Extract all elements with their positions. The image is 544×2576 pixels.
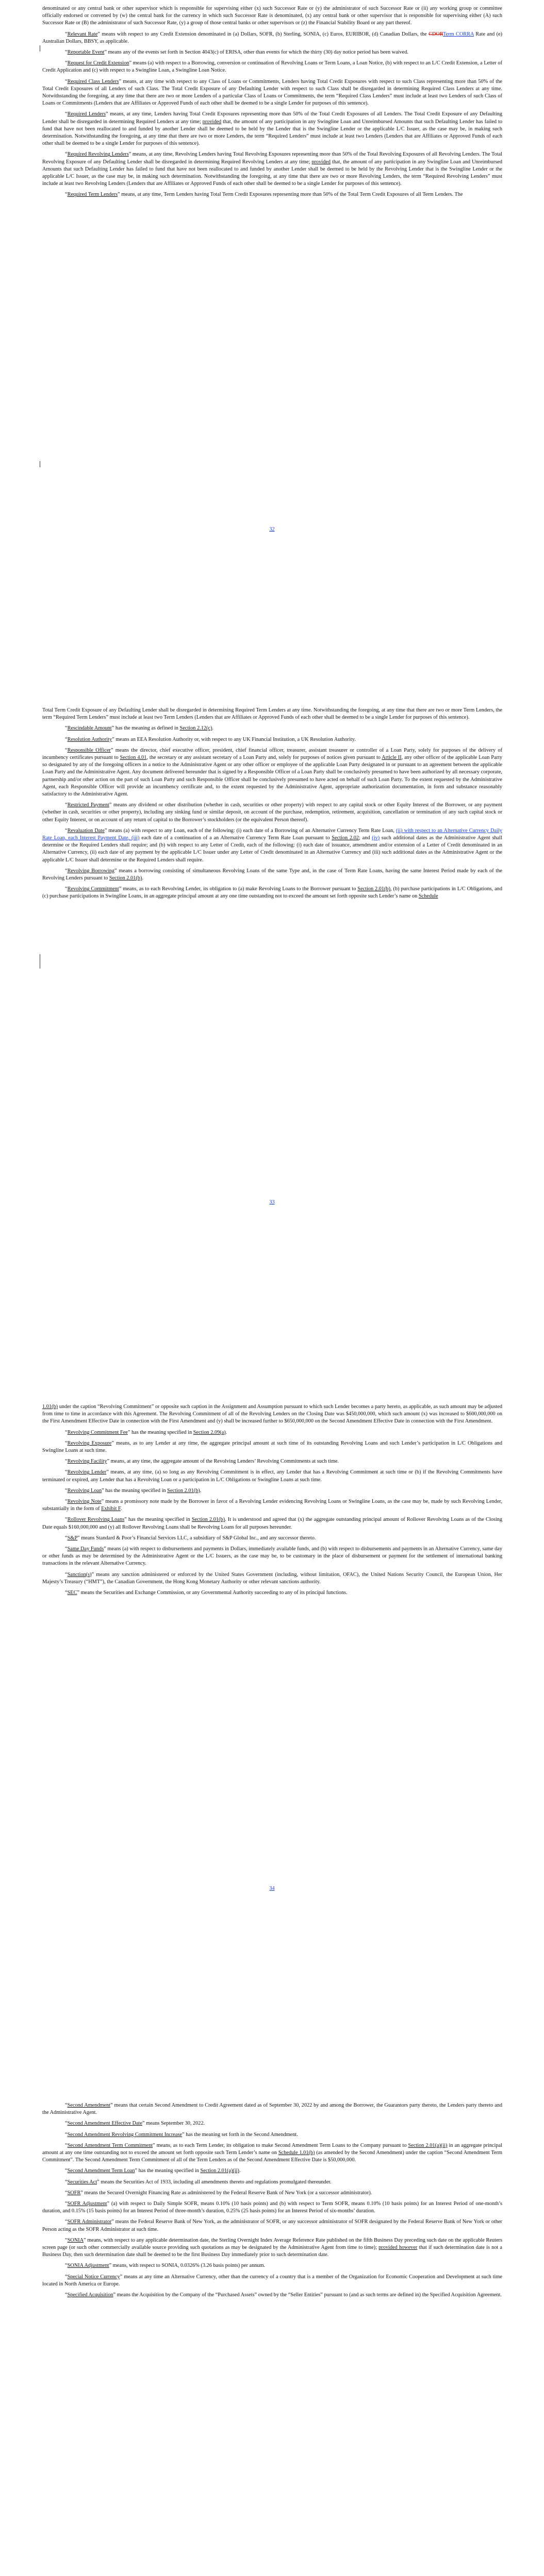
defined-term: Required Lenders [67, 111, 106, 117]
defined-term: S&P [67, 1535, 78, 1541]
paragraph: denominated or any central bank or other supervisor which is responsible for supervising either (x) such Successor Rate or (y) the administrator of such Successor Rate or (ii) any working group or committee officially endorsed or convened by (w) the central bank for the currency in which such Successor Rate is denominated, (x) any central bank or other supervisor that is responsible for supervising either (A) such Successor Rate or (B) the administrator of such Successor Rate, (y) a group of those central banks or other supervisors or (z) the Financial Stability Board or any part thereof. [42, 6, 502, 26]
definition-sofr-adjustment: “SOFR Adjustment” (a) with respect to Daily Simple SOFR, means 0.10% (10 basis points) and (b) with respect to Term SOFR, means 0.10% (10 basis points) for an Interest Period of one-month’s duration, and 0.15% (15 basis points) for an Interest Period of three-month’s duration, 0.25% (25 basis points) for an Interest Period of six-months’ duration. [42, 2201, 502, 2214]
definition-relevant-rate: “Relevant Rate” means with respect to any Credit Extension denominated in (a) Dollars, SOFR, (b) Sterling, SONIA, (c) Euros, EURIBOR, (d) Canadian Dollars, the CDORTerm CORRA Rate and (e) Australian Dollars, BBSY, as applicable. [42, 31, 503, 44]
definition-text: ” has the meaning set forth in the Second Amendment. [182, 2131, 298, 2138]
definition-text: ” means any sanction administered or enforced by the United States Government (including, without limitation, OFAC), the United Nations Security Council, the European Union, Her Majesty’s Treasury (“HMT”), the Canadian Government, the Hong Kong Monetary Authority or other relevant sanctions authority. [42, 1571, 502, 1585]
definition-text: ” means an EEA Resolution Authority or, with respect to any UK Financial Institution, a UK Resolution Authority. [112, 736, 356, 742]
definition-revaluation-date: “Revaluation Date” means (a) with respect to any Loan, each of the following: (i) each date of a Borrowing of an Alternative Currency Term Rate Loan, (ii) with respect to an Alternative Currency Daily Rate Loan, each Interest Payment Date, (iii) each date of a continuation of a an Alternative Currency Term Rate Loan pursuant to Section 2.02; and (iv) such additional dates as the Administrative Agent shall determine or the Required Lenders shall require; and (b) with respect to any Letter of Credit, each of the following: (i) each date of issuance, amendment and/or extension of a Letter of Credit denominated in an Alternative Currency, (ii) each date of any payment by the applicable L/C Issuer under any Letter of Credit denominated in an Alternative Currency and (iii) such additional dates as the Administrative Agent or the applicable L/C Issuer shall determine or the Required Lenders shall require. [42, 827, 502, 863]
definition-same-day-funds: “Same Day Funds” means (a) with respect to disbursements and payments in Dollars, immediately available funds, and (b) with respect to disbursements and payments in an Alternative Currency, same day or other funds as may be determined by the Administrative Agent or the L/C Issuers, as the case may be, to be customary in the place of disbursement or payment for the settlement of international banking transactions in the relevant Alternative Currency. [42, 1546, 502, 1567]
section-reference: Schedule 1.01(b) [278, 2150, 315, 2156]
defined-term: Revolving Borrowing [67, 868, 114, 874]
definition-revolving-exposure: “Revolving Exposure” means, as to any Lender at any time, the aggregate principal amount at such time of its outstanding Revolving Loans and such Lender’s participation in L/C Obligations and Swingline Loans at such time. [42, 1440, 502, 1454]
definition-text: ” means, at any time, Lenders having Total Credit Exposures representing more than 50% of the Total Credit Exposures of all Lenders. The Total Credit Exposure of any Defaulting Lender shall be disregarded in determining Required Lenders at any time; [42, 111, 502, 125]
definition-text: ” means, as to each Term Lender, its obligation to make Second Amendment Term Loans to the Company pursuant to [153, 2142, 408, 2148]
definition-text: ” means (a) with respect to a Borrowing, conversion or continuation of Revolving Loans or Term Loans, a Loan Notice, (b) with respect to an L/C Credit Extension, a Letter of Credit Application and (c) with respect to a Swingline Loan, a Swingline Loan Notice. [42, 60, 502, 74]
defined-term: Second Amendment Revolving Commitment Increase [67, 2131, 183, 2138]
defined-term: SOFR [67, 2190, 81, 2196]
definition-text: ” means, at any time, (a) so long as any Revolving Commitment is in effect, any Lender that has a Revolving Commitment at such time or (b) if the Revolving Commitments have terminated or expired, any Lender that has a Revolving Loan or a participation in L/C Obligations or Swingline Loans at such time. [42, 1469, 502, 1483]
definition-rollover-revolving-loans: “Rollover Revolving Loans” has the meaning specified in Section 2.01(b). It is understood and agreed that (x) the aggregate outstanding principal amount of Rollover Revolving Loans as of the Closing Date equals $160,000,000 and (y) all Rollover Revolving Loans shall be Revolving Loans for all purposes hereunder. [42, 1517, 503, 1530]
defined-term: Relevant Rate [67, 31, 98, 37]
definition-sonia-adjustment: “SONIA Adjustment” means, with respect to SONIA, 0.0326% (3.26 basis points) per annum. [65, 2263, 266, 2269]
definition-text: ” (a) with respect to Daily Simple SOFR, means 0.10% (10 basis points) and (b) with respect to Term SOFR, means 0.10% (10 basis points) for an Interest Period of one-month’s duration, and 0.15% (15 basis points) for an Interest Period of three-month’s duration, 0.25% (25 basis points) for an Interest Period of six-months’ duration. [42, 2201, 502, 2214]
definition-sofr: “SOFR” means the Secured Overnight Financing Rate as administered by the Federal Reserve Bank of New York (or a successor administrator). [65, 2190, 372, 2196]
definition-special-notice-currency: “Special Notice Currency” means at any time an Alternative Currency, other than the currency of a country that is a member of the Organization for Economic Cooperation and Development at such time located in North America or Europe. [42, 2274, 502, 2287]
page-body [42, 1403, 502, 1600]
defined-term: Revolving Facility [67, 1459, 107, 1465]
page-number[interactable]: 34 [269, 1886, 275, 1891]
definition-revolving-facility: “Revolving Facility” means, at any time, the aggregate amount of the Revolving Lenders’ Revolving Commitments at such time. [65, 1459, 339, 1465]
defined-term: Revolving Lender [67, 1469, 107, 1476]
definition-restricted-payment: “Restricted Payment” means any dividend or other distribution (whether in cash, securities or other property) with respect to any capital stock or other Equity Interest of the Borrower, or any payment (whether in cash, securities or other property), including any sinking fund or similar deposit, on account of the purchase, redemption, retirement, acquisition, cancellation or termination of any such capital stock or other Equity Interest, or on account of any return of capital to the Borrower’s stockholders (or the equivalent Person thereof). [42, 802, 502, 823]
definition-required-class-lenders: “Required Class Lenders” means, at any time with respect to any Class of Loans or Commitments, Lenders having Total Credit Exposures with respect to such Class representing more than 50% of the Total Credit Exposures of all Lenders of such Class. The Total Credit Exposure of any Defaulting Lender with respect to such Class shall be disregarded in determining Required Class Lenders at any time. Notwithstanding the foregoing, at any time that there are two or more Lenders of a particular Class of Loans or Commitments, the term “Required Class Lenders” must include at least two Lenders of such Class of Loans or Commitments (Lenders that are Affiliates or Approved Funds of each other shall be deemed to be a single Lender for purposes of this sentence). [42, 78, 502, 107]
section-reference: Section 2.01(a)(ii) [200, 2168, 239, 2174]
definition-sec: “SEC” means the Securities and Exchange Commission, or any Governmental Authority succeeding to any of its principal functions. [65, 1590, 348, 1596]
defined-term: Required Class Lenders [67, 78, 119, 84]
definition-text: ” means with respect to any Credit Extension denominated in (a) Dollars, SOFR, (b) Sterling, SONIA, (c) Euros, EURIBOR, (d) Canadian Dollars, the [97, 31, 429, 37]
definition-revolving-commitment-fee: “Revolving Commitment Fee” has the meaning specified in Section 2.09(a). [65, 1429, 227, 1435]
page-number[interactable]: 33 [269, 1199, 275, 1205]
definition-text: that, the amount of any participation in any Swingline Loan and Unreimbursed Amounts that such Defaulting Lender has failed to fund that have not been reallocated to and funded by another Lender shall be deemed to be held by the Lender that is the Swingline Lender or the applicable L/C Issuer, as the case may be, in making such determination. Notwithstanding the foregoing, at any time that there are two or more Lenders, the term “Required Lenders” must include at least two Lenders (Lenders that are Affiliates or Approved Funds of each other shall be deemed to be a single Lender for purposes of this sentence). [42, 118, 502, 147]
definition-revolving-lender: “Revolving Lender” means, at any time, (a) so long as any Revolving Commitment is in effect, any Lender that has a Revolving Commitment at such time or (b) if the Revolving Commitments have terminated or expired, any Lender that has a Revolving Loan or a participation in L/C Obligations or Swingline Loans at such time. [42, 1469, 502, 1483]
section-reference: Section 2.02 [332, 835, 359, 841]
defined-term: Second Amendment Term Commitment [67, 2142, 153, 2148]
inserted-text: (iv) [372, 835, 380, 841]
section-reference: Section 2.01(a)(ii) [408, 2142, 448, 2148]
defined-term: Revaluation Date [67, 827, 105, 834]
definition-required-revolving-lenders: “Required Revolving Lenders” means, at any time, Revolving Lenders having Total Revolving Exposures representing more than 50% of the Total Revolving Exposures of all Revolving Lenders. The Total Revolving Exposure of any Defaulting Lender shall be disregarded in determining Required Revolving Lenders at any time; provided that, the amount of any participation in any Swingline Loan and Unreimbursed Amounts that such Defaulting Lender has failed to fund that have not been reallocated to and funded by another Lender shall be deemed to be held by the Revolving Lender that is the Swingline Lender or the applicable L/C Issuer, as the case may be, in making such determination. Notwithstanding the foregoing, at any time that there are two or more Revolving Lenders, the term “Required Revolving Lenders” must include at least two Revolving Lenders (Lenders that are Affiliates or Approved Funds of each other shall be deemed to be a single Lender for purposes of this sentence). [42, 151, 502, 187]
definition-text: under the caption “Revolving Commitment” or opposite such caption in the Assignment and Assumption pursuant to which such Lender becomes a party hereto, as applicable, as such amount may be adjusted from time to time in accordance with this Agreement. The Revolving Commitment of all of the Revolving Lenders on the Closing Date was $450,000,000, which such amount (x) was increased to $600,000,000 on the First Amendment Effective Date in connection with the First Amendment and (y) shall be increased further to $650,000,000 on the Second Amendment Effective Date in connection with the First Amendment. [42, 1404, 502, 1425]
definition-text: ; and [359, 835, 372, 841]
definition-specified-acquisition: “Specified Acquisition” means the Acquisition by the Company of the “Purchased Assets” owned by the “Seller Entities” pursuant to (and as such terms are defined in) the Specified Acquisition Agreement. [65, 2292, 502, 2298]
section-reference: Section 2.01(b) [191, 1517, 225, 1523]
section-reference: Section 2.12(c) [179, 725, 212, 732]
definition-text: ” means the director, chief executive officer, president, chief financial officer, treasurer, assistant treasurer or controller of a Loan Party, solely for purposes of the delivery of incumbency certificates pursuant to [42, 747, 502, 761]
definition-text: ” has the meaning specified in [102, 1487, 168, 1494]
section-reference: Exhibit F [101, 1506, 121, 1512]
section-reference: 1.01(b) [42, 1404, 58, 1410]
definition-text: ” means a promissory note made by the Borrower in favor of a Revolving Lender evidencing Revolving Loans or Swingline Loans, as the case may be, made by such Revolving Lender, substantially in the form of [42, 1499, 502, 1512]
defined-term: Rollover Revolving Loans [67, 1517, 125, 1523]
definition-text: each date of a continuation of a an Alternative Currency Term Rate Loan pursuant to [139, 835, 332, 841]
defined-term: SEC [67, 1590, 77, 1596]
definition-text: ” means the Secured Overnight Financing Rate as administered by the Federal Reserve Bank of New York (or a successor administrator). [80, 2190, 372, 2196]
definition-second-amendment-effective-date: “Second Amendment Effective Date” means September 30, 2022. [65, 2121, 205, 2127]
deleted-text: CDOR [428, 31, 443, 37]
definition-text: ” means that certain Second Amendment to Credit Agreement dated as of September 30, 2022 by and among the Borrower, the Guarantors party thereto, the Lenders party thereto and the Administrative Agent. [42, 2103, 502, 2116]
defined-term: Restricted Payment [67, 802, 109, 808]
punctuation: . [200, 1487, 202, 1494]
definition-text: ” means at any time an Alternative Currency, other than the currency of a country that is a member of the Organization for Economic Cooperation and Development at such time located in North America or Europe. [42, 2274, 502, 2287]
definition-revolving-borrowing: “Revolving Borrowing” means a borrowing consisting of simultaneous Revolving Loans of the same Type and, in the case of Term Rate Loans, having the same Interest Period made by each of the Revolving Lenders pursuant to Section 2.01(b). [42, 868, 503, 882]
definition-text: such additional dates as the Administrative Agent shall determine or the Required Lenders shall require; and (b) with respect to any Letter of Credit, each of the following: (i) each date of issuance, amendment and/or extension of a Letter of Credit denominated in an Alternative Currency, (ii) each date of any payment by the applicable L/C Issuer under any Letter of Credit denominated in an Alternative Currency and (iii) such additional dates as the Administrative Agent or the applicable L/C Issuer shall determine or the Required Lenders shall require. [42, 835, 502, 863]
section-reference: Article II [382, 755, 402, 761]
definition-text: ” means the Securities and Exchange Commission, or any Governmental Authority succeeding to any of its principal functions. [77, 1590, 348, 1596]
definition-text: Rate and (e) Australian Dollars, BBSY, as applicable. [42, 31, 503, 44]
defined-term: Specified Acquisition [67, 2292, 113, 2298]
definition-revolving-commitment: “Revolving Commitment” means, as to each Revolving Lender, its obligation to (a) make Revolving Loans to the Borrower pursuant to Section 2.01(b), (b) purchase participations in L/C Obligations, and (c) purchase participations in Swingline Loans, in an aggregate principal amount at any one time outstanding not to exceed the amount set forth opposite such Lender’s name on Schedule [42, 886, 502, 900]
paragraph [42, 1403, 502, 1426]
definition-text: ” means September 30, 2022. [142, 2121, 205, 2127]
definition-second-amendment-term-loan: “Second Amendment Term Loan” has the meaning specified in Section 2.01(a)(ii). [65, 2168, 241, 2174]
definition-text: ” means, as to any Lender at any time, the aggregate principal amount at such time of its outstanding Revolving Loans and such Lender’s participation in L/C Obligations and Swingline Loans at such time. [42, 1440, 502, 1454]
defined-term: Revolving Commitment Fee [67, 1429, 128, 1435]
defined-term: Sanction(s) [67, 1571, 92, 1578]
page-body [42, 2102, 502, 2302]
definition-text: , any other officer of the applicable Loan Party so designated by any of the foregoing officers in a notice to the Administrative Agent or any other officer or employee of the applicable Loan Party designated in or pursuant to an agreement between the applicable Loan Party and the Administrative Agent. Any document delivered hereunder that is signed by a Responsible Officer of a Loan Party shall be conclusively presumed to have been authorized by all necessary corporate, partnership and/or other action on the part of such Loan Party and such Responsible Officer shall be conclusively presumed to have acted on behalf of such Loan Party. To the extent requested by the Administrative Agent, each Responsible Officer will provide an incumbency certificate and, to the extent requested by the Administrative Agent, appropriate authorization documentation, in form and substance reasonably satisfactory to the Administrative Agent. [42, 755, 503, 798]
definition-text: ” has the meaning specified in [135, 2168, 201, 2174]
proviso: provided [202, 118, 222, 125]
defined-term: Responsible Officer [67, 747, 111, 753]
defined-term: Revolving Note [67, 1499, 102, 1505]
definition-revolving-loan: “Revolving Loan” has the meaning specified in Section 2.01(b). [65, 1487, 202, 1494]
definition-second-amendment: “Second Amendment” means that certain Second Amendment to Credit Agreement dated as of September 30, 2022 by and among the Borrower, the Guarantors party thereto, the Lenders party thereto and the Administrative Agent. [42, 2103, 502, 2116]
definition-text: ” means, with respect to any applicable determination date, the Sterling Overnight Index Average Reference Rate published on the fifth Business Day preceding such date on the applicable Reuters screen page (or such other commercially available source providing such quotations as may be designated by the Administrative Agent from time to time); [42, 2237, 502, 2251]
section-reference: Section 2.01(b) [167, 1487, 200, 1494]
definition-text: ” has the meaning specified in [124, 1517, 192, 1523]
defined-term: SOFR Administrator [67, 2219, 112, 2225]
definition-sofr-administrator: “SOFR Administrator” means the Federal Reserve Bank of New York, as the administrator of SOFR, or any successor administrator of SOFR designated by the Federal Reserve Bank of New York or other Person acting as the SOFR Administrator at such time. [42, 2219, 502, 2232]
definition-text: that, the amount of any participation in any Swingline Loan and Unreimbursed Amounts that such Defaulting Lender has failed to fund that have not been reallocated to and funded by another Lender shall be deemed to be held by the Revolving Lender that is the Swingline Lender or the applicable L/C Issuer, as the case may be, in making such determination. Notwithstanding the foregoing, at any time that there are two or more Revolving Lenders, the term “Required Revolving Lenders” must include at least two Revolving Lenders (Lenders that are Affiliates or Approved Funds of each other shall be deemed to be a single Lender for purposes of this sentence). [42, 159, 502, 187]
defined-term: Revolving Commitment [67, 886, 119, 892]
definition-rescindable-amount: “Rescindable Amount” has the meaning as defined in Section 2.12(c). [65, 725, 213, 732]
definition-resolution-authority: “Resolution Authority” means an EEA Resolution Authority or, with respect to any UK Financial Institution, a UK Resolution Authority. [65, 736, 356, 742]
definition-text: ” means a borrowing consisting of simultaneous Revolving Loans of the same Type and, in the case of Term Rate Loans, having the same Interest Period made by each of the Revolving Lenders pursuant to [42, 868, 503, 882]
defined-term: Second Amendment Term Loan [67, 2168, 135, 2174]
defined-term: Special Notice Currency [67, 2274, 120, 2280]
definition-sanctions: “Sanction(s)” means any sanction administered or enforced by the United States Government (including, without limitation, OFAC), the United Nations Security Council, the European Union, Her Majesty’s Treasury (“HMT”), the Canadian Government, the Hong Kong Monetary Authority or other relevant sanctions authority. [42, 1571, 502, 1585]
definition-text: that if such determination date is not a Business Day, then such determination date shall be deemed to be the first Business Day immediately prior to such determination date. [42, 2245, 502, 2258]
definition-required-term-lenders: “Required Term Lenders” means, at any time, Term Lenders having Total Term Credit Exposures representing more than 50% of the Total Term Credit Exposures of all Term Lenders. The [65, 192, 463, 198]
definition-request-for-credit-extension: “Request for Credit Extension” means (a) with respect to a Borrowing, conversion or continuation of Revolving Loans or Term Loans, a Loan Notice, (b) with respect to an L/C Credit Extension, a Letter of Credit Application and (c) with respect to a Swingline Loan, a Swingline Loan Notice. [42, 60, 502, 74]
defined-term: SONIA Adjustment [67, 2263, 109, 2269]
definition-text: ” means any of the events set forth in Section 4043(c) of ERISA, other than events for which the thirty (30) day notice period has been waived. [104, 49, 408, 56]
definition-text: ” means the Securities Act of 1933, including all amendments thereto and regulations promulgated thereunder. [97, 2179, 332, 2185]
punctuation: . [225, 1429, 227, 1435]
definition-second-amendment-revolving-commitment-increase: “Second Amendment Revolving Commitment Increase” has the meaning set forth in the Second Amendment. [65, 2131, 298, 2138]
definition-text: ” means any dividend or other distribution (whether in cash, securities or other property) with respect to any capital stock or other Equity Interest of the Borrower, or any payment (whether in cash, securities or other property), including any sinking fund or similar deposit, on account of the purchase, redemption, retirement, acquisition, cancellation or termination of any such capital stock or other Equity Interest, or on account of any return of capital to the Borrower’s stockholders (or the equivalent Person thereof). [42, 802, 502, 823]
definition-text: , (b) purchase participations in L/C Obligations, and (c) purchase participations in Swingline Loans, in an aggregate principal amount at any one time outstanding not to exceed the amount set forth opposite such Lender’s name on [42, 886, 502, 900]
defined-term: Rescindable Amount [67, 725, 112, 732]
paragraph: Total Term Credit Exposure of any Defaulting Lender shall be disregarded in determining Required Term Lenders at any time. Notwithstanding the foregoing, at any time that there are two or more Term Lenders, the term “Required Term Lenders” must include at least two Term Lenders (Lenders that are Affiliates or Approved Funds of each other shall be deemed to be a single Lender for purposes of this sentence). [42, 707, 502, 721]
definition-text: ” has the meaning as defined in [111, 725, 180, 732]
punctuation: . [120, 1506, 122, 1512]
section-reference: Section 2.09(a) [193, 1429, 226, 1435]
definition-s-and-p: “S&P” means Standard & Poor’s Financial Services LLC, a subsidiary of S&P Global Inc., and any successor thereto. [65, 1535, 316, 1541]
defined-term: Same Day Funds [67, 1546, 104, 1552]
definition-reportable-event: “Reportable Event” means any of the events set forth in Section 4043(c) of ERISA, other than events for which the thirty (30) day notice period has been waived. [65, 49, 408, 56]
defined-term: Securities Act [67, 2179, 97, 2185]
definition-text: (as amended by the Second Amendment) under the caption “Second Amendment Term Commitment”. The Second Amendment Term Commitment of all of the Term Lenders as of the Second Amendment Effective Date is $50,000,000. [42, 2150, 503, 2163]
defined-term: Second Amendment [67, 2103, 111, 2108]
definition-text: ” means, at any time, Revolving Lenders having Total Revolving Exposures representing more than 50% of the Total Revolving Exposures of all Revolving Lenders. The Total Revolving Exposure of any Defaulting Lender shall be disregarded in determining Required Revolving Lenders at any time; [42, 151, 502, 165]
section-reference: Section 2.01(b) [357, 886, 391, 892]
proviso: provided however [378, 2245, 418, 2251]
page-body [42, 5, 502, 202]
definition-text: , the secretary or any assistant secretary of a Loan Party and, solely for purposes of notices given pursuant to [146, 755, 382, 761]
defined-term: Request for Credit Extension [67, 60, 129, 66]
defined-term: Required Revolving Lenders [67, 151, 129, 158]
definition-required-lenders: “Required Lenders” means, at any time, Lenders having Total Credit Exposures representing more than 50% of the Total Credit Exposures of all Lenders. The Total Credit Exposure of any Defaulting Lender shall be disregarded in determining Required Lenders at any time; provided that, the amount of any participation in any Swingline Loan and Unreimbursed Amounts that such Defaulting Lender has failed to fund that have not been reallocated to and funded by another Lender shall be deemed to be held by the Lender that is the Swingline Lender or the applicable L/C Issuer, as the case may be, in making such determination. Notwithstanding the foregoing, at any time that there are two or more Lenders, the term “Required Lenders” must include at least two Lenders (Lenders that are Affiliates or Approved Funds of each other shall be deemed to be a single Lender for purposes of this sentence). [42, 111, 502, 147]
definition-text: ” means, at any time with respect to any Class of Loans or Commitments, Lenders having Total Credit Exposures with respect to such Class representing more than 50% of the Total Credit Exposures of all Lenders of such Class. The Total Credit Exposure of any Defaulting Lender with respect to such Class shall be disregarded in determining Required Class Lenders at any time. Notwithstanding the foregoing, at any time that there are two or more Lenders of a particular Class of Loans or Commitments, the term “Required Class Lenders” must include at least two Lenders of such Class of Loans or Commitments (Lenders that are Affiliates or Approved Funds of each other shall be deemed to be a single Lender for purposes of this sentence). [42, 78, 502, 107]
defined-term: SOFR Adjustment [67, 2201, 107, 2207]
page-body [42, 707, 502, 904]
defined-term: Revolving Exposure [67, 1440, 112, 1446]
definition-text: ” has the meaning specified in [127, 1429, 193, 1435]
definition-second-amendment-term-commitment: “Second Amendment Term Commitment” means, as to each Term Lender, its obligation to make Second Amendment Term Loans to the Company pursuant to Section 2.01(a)(ii) in an aggregate principal amount at any one time outstanding not to exceed the amount set forth opposite such Term Lender’s name on Schedule 1.01(b) (as amended by the Second Amendment) under the caption “Second Amendment Term Commitment”. The Second Amendment Term Commitment of all of the Term Lenders as of the Second Amendment Effective Date is $50,000,000. [42, 2142, 503, 2163]
definition-text: ” means Standard & Poor’s Financial Services LLC, a subsidiary of S&P Global Inc., and any successor thereto. [77, 1535, 316, 1541]
definition-text: ” means the Acquisition by the Company of the “Purchased Assets” owned by the “Seller Entities” pursuant to (and as such terms are defined in) the Specified Acquisition Agreement. [113, 2292, 502, 2298]
definition-responsible-officer: “Responsible Officer” means the director, chief executive officer, president, chief financial officer, treasurer, assistant treasurer or controller of a Loan Party, solely for purposes of the delivery of incumbency certificates pursuant to Section 4.01, the secretary or any assistant secretary of a Loan Party and, solely for purposes of notices given pursuant to Article II, any other officer of the applicable Loan Party so designated by any of the foregoing officers in a notice to the Administrative Agent or any other officer or employee of the applicable Loan Party designated in or pursuant to an agreement between the applicable Loan Party and the Administrative Agent. Any document delivered hereunder that is signed by a Responsible Officer of a Loan Party shall be conclusively presumed to have been authorized by all necessary corporate, partnership and/or other action on the part of such Loan Party and such Responsible Officer shall be conclusively presumed to have acted on behalf of such Loan Party. To the extent requested by the Administrative Agent, each Responsible Officer will provide an incumbency certificate and, to the extent requested by the Administrative Agent, appropriate authorization documentation, in form and substance reasonably satisfactory to the Administrative Agent. [42, 747, 503, 798]
punctuation: . [212, 725, 213, 732]
defined-term: Revolving Loan [67, 1487, 102, 1494]
section-reference: Schedule [418, 893, 438, 900]
definition-securities-act: “Securities Act” means the Securities Act of 1933, including all amendments thereto and regulations promulgated thereunder. [65, 2179, 332, 2185]
definition-text: in an aggregate principal amount at any one time outstanding not to exceed the amount set forth opposite such Term Lender’s name on [42, 2142, 502, 2156]
defined-term: Reportable Event [67, 49, 105, 56]
inserted-text: Term CORRA [443, 31, 474, 37]
punctuation: . [142, 875, 143, 882]
definition-text: ” means, at any time, Term Lenders having Total Term Credit Exposures representing more than 50% of the Total Term Credit Exposures of all Term Lenders. The [118, 192, 463, 198]
section-reference: Section 4.01 [120, 755, 147, 761]
definition-text: ” means, at any time, the aggregate amount of the Revolving Lenders’ Revolving Commitments at such time. [107, 1459, 339, 1465]
definition-text: ” means, as to each Revolving Lender, its obligation to (a) make Revolving Loans to the Borrower pursuant to [119, 886, 358, 892]
inserted-text: (ii) with respect to an Alternative Currency Daily Rate Loan, each Interest Payment Date, (iii) [42, 827, 502, 841]
definition-text: ” means (a) with respect to any Loan, each of the following: (i) each date of a Borrowing of an Alternative Currency Term Rate Loan, [104, 827, 396, 834]
definition-sonia: “SONIA” means, with respect to any applicable determination date, the Sterling Overnight Index Average Reference Rate published on the fifth Business Day preceding such date on the applicable Reuters screen page (or such other commercially available source providing such quotations as may be designated by the Administrative Agent from time to time); provided however that if such determination date is not a Business Day, then such determination date shall be deemed to be the first Business Day immediately prior to such determination date. [42, 2237, 502, 2258]
punctuation: . [239, 2168, 241, 2174]
defined-term: Second Amendment Effective Date [67, 2121, 142, 2127]
defined-term: Resolution Authority [67, 736, 112, 742]
section-reference: Section 2.01(b) [109, 875, 142, 882]
definition-text: . It is understood and agreed that (x) the aggregate outstanding principal amount of Rollover Revolving Loans as of the Closing Date equals $160,000,000 and (y) all Rollover Revolving Loans shall be Revolving Loans for all purposes hereunder. [42, 1517, 503, 1530]
page-number[interactable]: 32 [269, 527, 275, 532]
definition-text: ” means, with respect to SONIA, 0.0326% (3.26 basis points) per annum. [109, 2263, 266, 2269]
definition-text: ” means the Federal Reserve Bank of New York, as the administrator of SOFR, or any successor administrator of SOFR designated by the Federal Reserve Bank of New York or other Person acting as the SOFR Administrator at such time. [42, 2219, 502, 2232]
definition-revolving-note: “Revolving Note” means a promissory note made by the Borrower in favor of a Revolving Lender evidencing Revolving Loans or Swingline Loans, as the case may be, made by such Revolving Lender, substantially in the form of Exhibit F. [42, 1499, 502, 1512]
definition-text: ” means (a) with respect to disbursements and payments in Dollars, immediately available funds, and (b) with respect to disbursements and payments in an Alternative Currency, same day or other funds as may be determined by the Administrative Agent or the L/C Issuers, as the case may be, to be customary in the place of disbursement or payment for the settlement of international banking transactions in the relevant Alternative Currency. [42, 1546, 502, 1567]
defined-term: SONIA [67, 2237, 84, 2243]
proviso: provided [311, 159, 331, 165]
defined-term: Required Term Lenders [67, 192, 118, 198]
